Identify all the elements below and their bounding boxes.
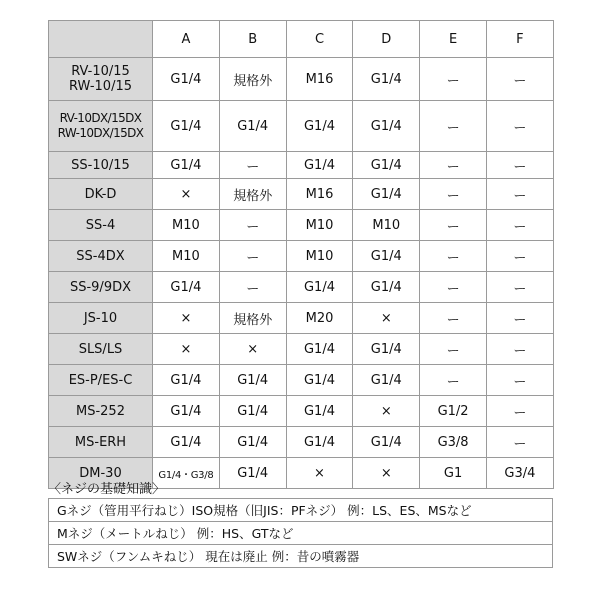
value-cell-f: ー (486, 396, 553, 427)
value-cell-b: G1/4 (219, 101, 286, 152)
table-row (49, 179, 554, 210)
value-cell-e: ー (420, 365, 487, 396)
notes-title: 〈ネジの基礎知識〉 (48, 482, 166, 497)
table-row (49, 241, 554, 272)
model-name: MS-252 (76, 403, 125, 419)
model-cell (49, 152, 153, 179)
model-name: SS-4DX (76, 248, 125, 264)
value-cell-c: M16 (286, 179, 353, 210)
value-cell-a: × (153, 303, 220, 334)
table-row (49, 303, 554, 334)
corner-cell (49, 21, 153, 58)
model-name: SLS/LS (78, 341, 123, 357)
value-cell-d: G1/4 (353, 272, 420, 303)
model-cell (49, 427, 153, 458)
column-header-c: C (286, 21, 353, 58)
value-cell-d: × (353, 303, 420, 334)
model-name: RV-10DX/15DX (59, 111, 142, 125)
column-header-a: A (153, 21, 220, 58)
model-name: SS-4 (85, 217, 116, 233)
notes-row (49, 499, 553, 522)
thread-spec-table (48, 20, 554, 489)
value-cell-b: G1/4 (219, 458, 286, 489)
value-cell-a: G1/4 (153, 101, 220, 152)
table-row (49, 427, 554, 458)
value-cell-c: G1/4 (286, 427, 353, 458)
value-cell-c: M20 (286, 303, 353, 334)
value-cell-f: ー (486, 152, 553, 179)
model-name: SS-10/15 (71, 157, 130, 173)
notes-row (49, 545, 553, 568)
value-cell-c: G1/4 (286, 334, 353, 365)
model-cell (49, 210, 153, 241)
value-cell-a: G1/4 (153, 272, 220, 303)
value-cell-a: G1/4 (153, 58, 220, 101)
value-cell-d: G1/4 (353, 365, 420, 396)
model-cell (49, 303, 153, 334)
value-cell-b: 規格外 (219, 303, 286, 334)
header-row (49, 21, 554, 58)
value-cell-a: G1/4 (153, 365, 220, 396)
value-cell-e: ー (420, 152, 487, 179)
model-name: ES-P/ES-C (68, 372, 133, 388)
value-cell-d: G1/4 (353, 334, 420, 365)
model-name: RV-10/15 (71, 64, 130, 79)
value-cell-a: × (153, 334, 220, 365)
table-row (49, 152, 554, 179)
note-text: SWネジ（フンムキねじ） 現在は廃止 例：昔の噴霧器 (49, 545, 553, 568)
model-name: DK-D (84, 186, 117, 202)
table-row (49, 101, 554, 152)
model-name: JS-10 (83, 310, 118, 326)
model-cell (49, 272, 153, 303)
value-cell-c: G1/4 (286, 272, 353, 303)
table-row (49, 58, 554, 101)
value-cell-e: ー (420, 58, 487, 101)
value-cell-f: ー (486, 101, 553, 152)
value-cell-d: G1/4 (353, 101, 420, 152)
table-row (49, 272, 554, 303)
value-cell-e: ー (420, 334, 487, 365)
model-cell (49, 58, 153, 101)
value-cell-f: ー (486, 241, 553, 272)
value-cell-e: ー (420, 272, 487, 303)
column-header-d: D (353, 21, 420, 58)
value-cell-f: G3/4 (486, 458, 553, 489)
value-cell-f: ー (486, 179, 553, 210)
value-cell-d: G1/4 (353, 179, 420, 210)
value-cell-b: ー (219, 210, 286, 241)
value-cell-e: ー (420, 241, 487, 272)
notes-table (48, 498, 553, 568)
value-cell-f: ー (486, 365, 553, 396)
value-cell-b: × (219, 334, 286, 365)
table-row (49, 334, 554, 365)
value-cell-e: ー (420, 101, 487, 152)
table-row (49, 365, 554, 396)
value-cell-a: G1/4・G3/8 (153, 458, 220, 489)
model-cell (49, 241, 153, 272)
value-cell-a: G1/4 (153, 427, 220, 458)
value-cell-b: ー (219, 272, 286, 303)
model-cell (49, 334, 153, 365)
value-cell-a: G1/4 (153, 396, 220, 427)
value-cell-b: ー (219, 152, 286, 179)
table-row (49, 210, 554, 241)
value-cell-f: ー (486, 427, 553, 458)
value-cell-c: M16 (286, 58, 353, 101)
value-cell-c: M10 (286, 210, 353, 241)
column-header-f: F (486, 21, 553, 58)
value-cell-c: G1/4 (286, 365, 353, 396)
table-body (49, 58, 554, 489)
model-name: RW-10DX/15DX (57, 126, 144, 140)
value-cell-f: ー (486, 210, 553, 241)
model-name: MS-ERH (74, 434, 127, 450)
model-name: DM-30 (79, 465, 122, 481)
value-cell-b: G1/4 (219, 365, 286, 396)
model-cell (49, 101, 153, 152)
value-cell-a: M10 (153, 241, 220, 272)
value-cell-a: M10 (153, 210, 220, 241)
value-cell-d: M10 (353, 210, 420, 241)
value-cell-d: G1/4 (353, 152, 420, 179)
value-cell-a: G1/4 (153, 152, 220, 179)
value-cell-f: ー (486, 303, 553, 334)
value-cell-f: ー (486, 272, 553, 303)
model-name: SS-9/9DX (69, 279, 132, 295)
model-cell (49, 179, 153, 210)
value-cell-c: M10 (286, 241, 353, 272)
model-cell (49, 365, 153, 396)
value-cell-f: ー (486, 334, 553, 365)
value-cell-c: G1/4 (286, 396, 353, 427)
value-cell-e: G3/8 (420, 427, 487, 458)
value-cell-e: ー (420, 303, 487, 334)
value-cell-c: G1/4 (286, 152, 353, 179)
value-cell-e: ー (420, 179, 487, 210)
value-cell-b: 規格外 (219, 179, 286, 210)
value-cell-d: × (353, 396, 420, 427)
note-text: Gネジ（管用平行ねじ）ISO規格（旧JIS：PFネジ） 例：LS、ES、MSなど (49, 499, 553, 522)
column-header-e: E (420, 21, 487, 58)
value-cell-b: ー (219, 241, 286, 272)
value-cell-d: G1/4 (353, 241, 420, 272)
value-cell-e: G1/2 (420, 396, 487, 427)
value-cell-d: × (353, 458, 420, 489)
value-cell-c: × (286, 458, 353, 489)
table-row (49, 396, 554, 427)
value-cell-b: 規格外 (219, 58, 286, 101)
column-header-b: B (219, 21, 286, 58)
value-cell-b: G1/4 (219, 396, 286, 427)
value-cell-e: ー (420, 210, 487, 241)
value-cell-e: G1 (420, 458, 487, 489)
value-cell-d: G1/4 (353, 58, 420, 101)
value-cell-d: G1/4 (353, 427, 420, 458)
value-cell-c: G1/4 (286, 101, 353, 152)
value-cell-b: G1/4 (219, 427, 286, 458)
model-cell (49, 396, 153, 427)
model-name: RW-10/15 (69, 79, 132, 94)
value-cell-a: × (153, 179, 220, 210)
value-cell-f: ー (486, 58, 553, 101)
notes-row (49, 522, 553, 545)
note-text: Mネジ（メートルねじ） 例：HS、GTなど (49, 522, 553, 545)
